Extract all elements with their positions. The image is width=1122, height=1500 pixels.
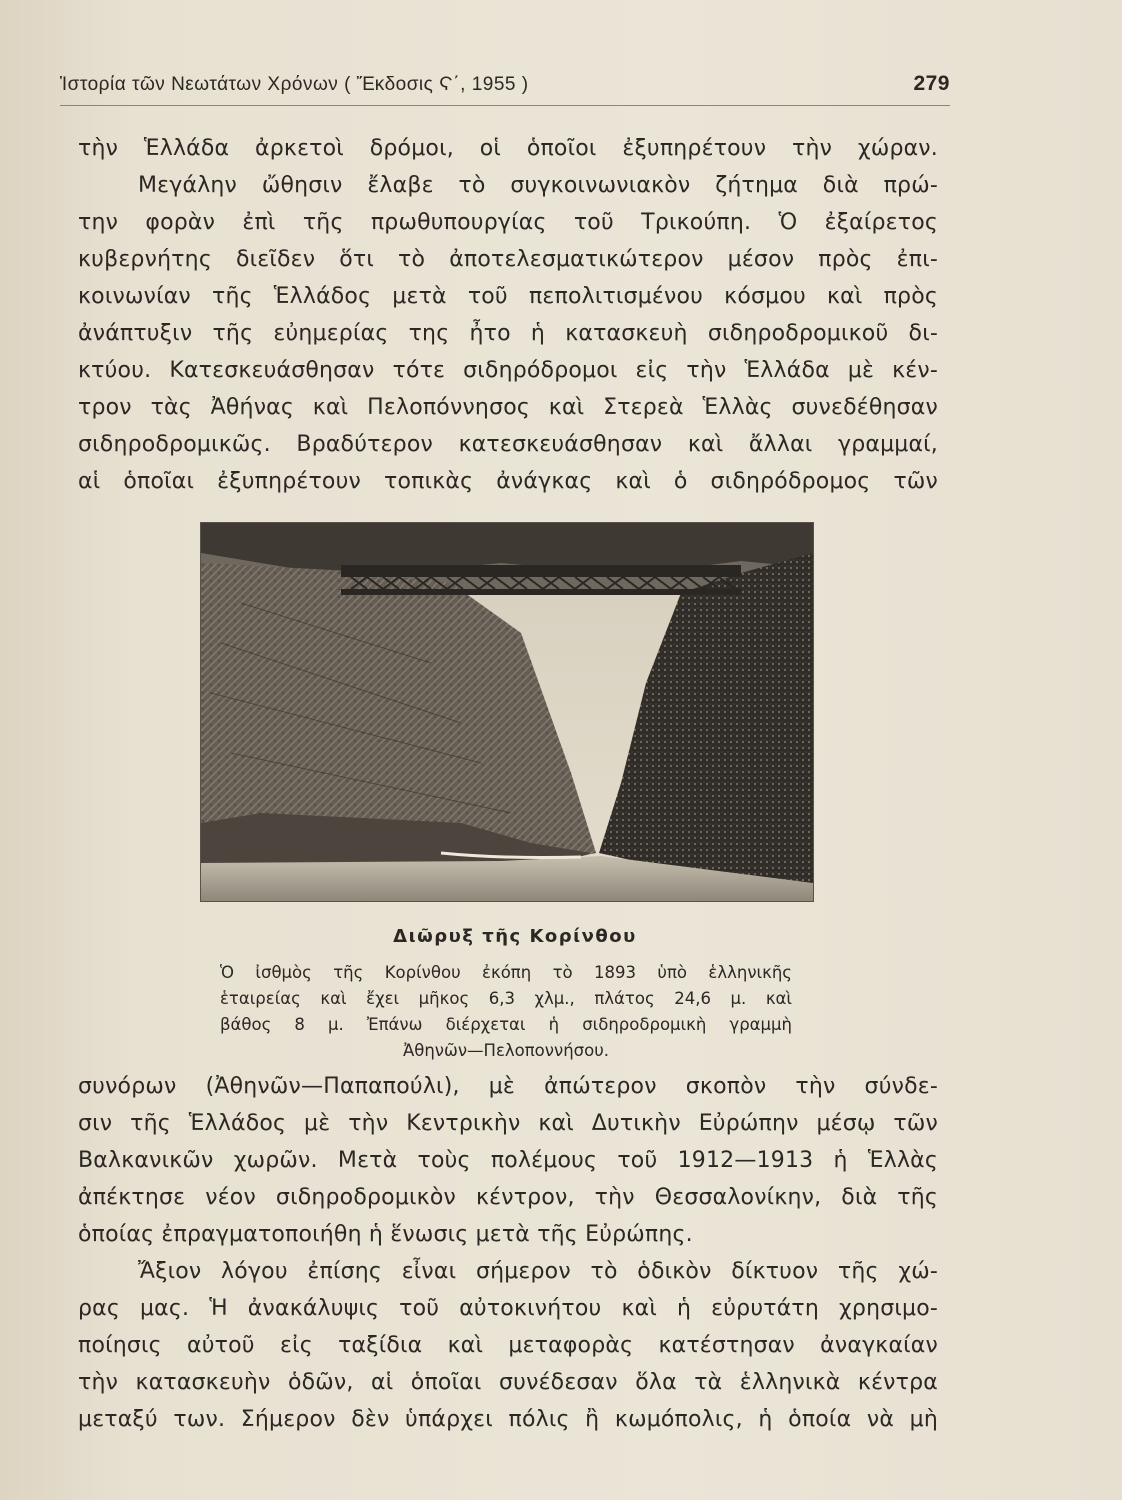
header-rule	[60, 105, 950, 106]
caption-line: Ὁ ἰσθμὸς τῆς Κορίνθου ἐκόπη τὸ 1893 ὑπὸ ἑλληνικῆς	[220, 963, 792, 982]
text-line: τὴν κατασκευὴν ὁδῶν, αἱ ὁποῖαι συνέδεσαν ὅλα τὰ ἑλληνικὰ κέντρα	[78, 1370, 938, 1395]
text-line: ὁποίας ἐπραγματοποιήθη ἡ ἕνωσις μετὰ τῆς Εὐρώπης.	[78, 1222, 693, 1247]
text-line: συνόρων (Ἀθηνῶν—Παπαπούλι), μὲ ἀπώτερον σκοπὸν τὴν σύνδε-	[78, 1074, 938, 1099]
figure-caption	[220, 960, 792, 1064]
text-line: τρον τὰς Ἀθήνας καὶ Πελοπόννησος καὶ Στερεὰ Ἑλλὰς συνεδέθησαν	[78, 395, 938, 420]
text-line: ἀπέκτησε νέον σιδηροδρομικὸν κέντρον, τὴν Θεσσαλονίκην, διὰ τῆς	[78, 1185, 938, 1210]
text-line: αἱ ὁποῖαι ἐξυπηρέτουν τοπικὰς ἀνάγκας καὶ ὁ σιδηρόδρομος τῶν	[78, 469, 938, 494]
paragraph-last	[78, 1253, 938, 1438]
text-line: κυβερνήτης διεῖδεν ὅτι τὸ ἀποτελεσματικώτερον μέσον πρὸς ἐπι-	[78, 247, 938, 272]
caption-line: ἑταιρείας καὶ ἔχει μῆκος 6,3 χλμ., πλάτος 24,6 μ. καὶ	[220, 989, 792, 1008]
text-line: ποίησις αὐτοῦ εἰς ταξίδια καὶ μεταφορὰς κατέστησαν ἀναγκαίαν	[78, 1333, 938, 1358]
caption-line: Ἀθηνῶν—Πελοποννήσου.	[402, 1041, 610, 1060]
running-head	[60, 70, 950, 102]
text-line: Μεγάλην ὤθησιν ἔλαβε τὸ συγκοινωνιακὸν ζήτημα διὰ πρώ-	[138, 173, 938, 198]
text-line: κτύου. Κατεσκευάσθησαν τότε σιδηρόδρομοι εἰς τὴν Ἑλλάδα μὲ κέν-	[78, 358, 938, 383]
text-line: την φορὰν ἐπὶ τῆς πρωθυπουργίας τοῦ Τρικούπη. Ὁ ἐξαίρετος	[78, 210, 938, 235]
text-line: μεταξύ των. Σήμερον δὲν ὑπάρχει πόλις ἢ κωμόπολις, ἡ ὁποία νὰ μὴ	[78, 1407, 938, 1432]
caption-line: βάθος 8 μ. Ἐπάνω διέρχεται ἡ σιδηροδρομικὴ γραμμὴ	[220, 1015, 792, 1034]
text-line: τὴν Ἑλλάδα ἀρκετοὶ δρόμοι, οἱ ὁποῖοι ἐξυπηρέτουν τὴν χώραν.	[78, 136, 938, 161]
text-line: κοινωνίαν τῆς Ἑλλάδος μετὰ τοῦ πεπολιτισμένου κόσμου καὶ πρὸς	[78, 284, 938, 309]
corinth-canal-photo	[200, 522, 814, 902]
text-line: Βαλκανικῶν χωρῶν. Μετὰ τοὺς πολέμους τοῦ 1912—1913 ἡ Ἑλλὰς	[78, 1148, 938, 1173]
running-head-title: Ἱστορία τῶν Νεωτάτων Χρόνων ( Ἔκδοσις Ϛ΄, 1955 )	[60, 74, 529, 95]
page-number: 279	[913, 72, 950, 95]
text-line: σιν τῆς Ἑλλάδος μὲ τὴν Κεντρικὴν καὶ Δυτικὴν Εὐρώπην μέσῳ τῶν	[78, 1111, 938, 1136]
text-line: σιδηροδρομικῶς. Βραδύτερον κατεσκευάσθησαν καὶ ἄλλαι γραμμαί,	[78, 432, 938, 457]
text-line: ρας μας. Ἡ ἀνακάλυψις τοῦ αὐτοκινήτου καὶ ἡ εὐρυτάτη χρησιμο-	[78, 1296, 938, 1321]
paragraph-bottom	[78, 1068, 938, 1253]
text-line: Ἄξιον λόγου ἐπίσης εἶναι σήμερον τὸ ὁδικὸν δίκτυον τῆς χώ-	[138, 1259, 938, 1284]
paragraph-top	[78, 130, 938, 500]
text-line: ἀνάπτυξιν τῆς εὐημερίας της ἦτο ἡ κατασκευὴ σιδηροδρομικοῦ δι-	[78, 321, 938, 346]
figure-title: Διῶρυξ τῆς Κορίνθου	[393, 926, 637, 947]
